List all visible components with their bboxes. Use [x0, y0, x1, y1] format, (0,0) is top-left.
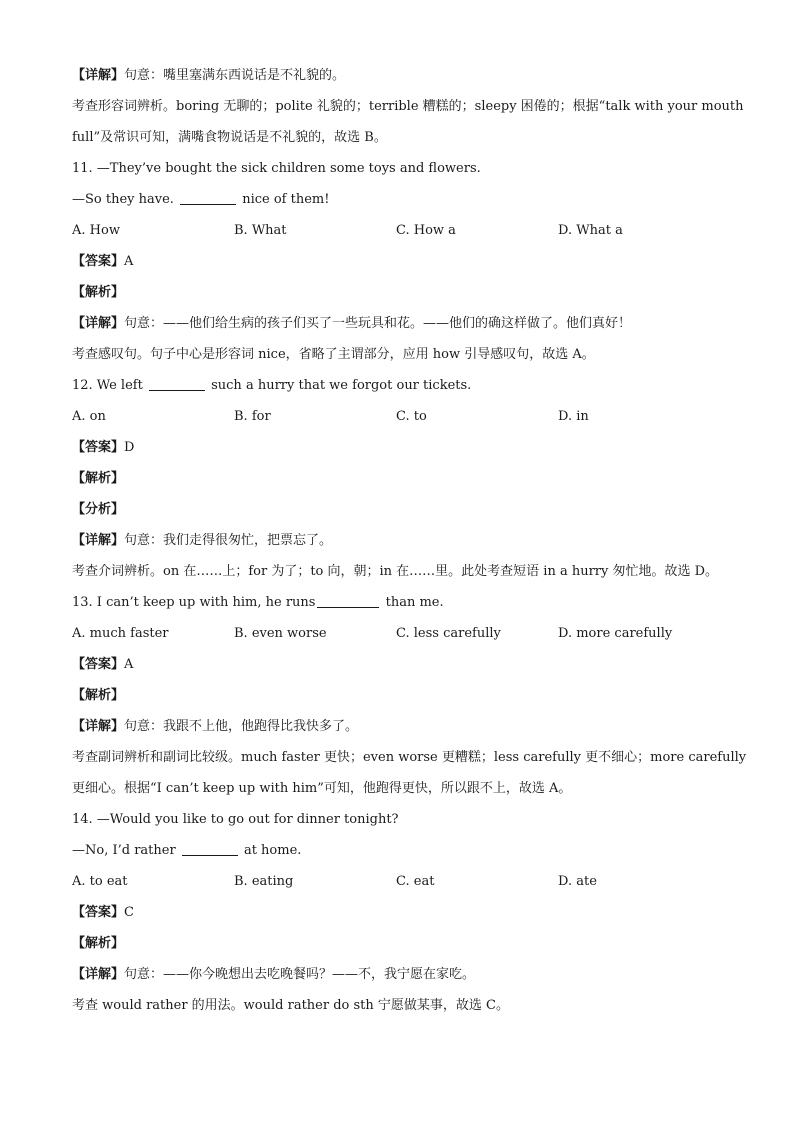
q12-analysis: 考查介词辨析。on 在……上；for 为了；to 向，朝；in 在……里。此处考查短语 in a hurry 匆忙地。故选 D。	[72, 564, 719, 579]
q13-analysis: 考查副词辨析和副词比较级。much faster 更快；even worse 更糟糕；less carefully 更不细心；more carefully 更细心。根据“I can’t keep up with him”可知，他跑得更快，所以跟不上，故选 A。	[72, 750, 747, 796]
document-page	[72, 60, 752, 1021]
option-b: B. for	[234, 409, 271, 424]
q12-stem	[72, 370, 752, 401]
detail-text: 句意：我跟不上他，他跑得比我快多了。	[124, 719, 359, 734]
answer-tag: 【答案】	[72, 254, 125, 269]
option-a: A. to eat	[72, 874, 128, 889]
q12-options	[72, 401, 752, 432]
detail-tag: 【详解】	[72, 967, 125, 982]
q11-options	[72, 215, 752, 246]
option-d: D. more carefully	[558, 626, 673, 641]
q14-jiexi	[72, 928, 752, 959]
q14-stem-1: 14. —Would you like to go out for dinner tonight?	[72, 812, 399, 827]
option-b: B. even worse	[234, 626, 327, 641]
q12-fenxi	[72, 494, 752, 525]
answer-value: A	[124, 254, 134, 269]
q12-answer	[72, 432, 752, 463]
q13-options	[72, 618, 752, 649]
option-d: D. ate	[558, 874, 597, 889]
option-b: B. eating	[234, 874, 294, 889]
q11-detail	[72, 308, 752, 339]
detail-tag: 【详解】	[72, 68, 125, 83]
stem-text: 12. We left	[72, 378, 143, 393]
q13-detail	[72, 711, 752, 742]
stem-text: 13. I can’t keep up with him, he runs	[72, 595, 316, 610]
answer-tag: 【答案】	[72, 657, 125, 672]
detail-text: 句意：——他们给生病的孩子们买了一些玩具和花。——他们的确这样做了。他们真好！	[124, 316, 632, 331]
jiexi-tag: 【解析】	[72, 936, 125, 951]
stem-text: —So they have.	[72, 192, 174, 207]
q10-detail	[72, 60, 752, 91]
detail-text: 句意：嘴里塞满东西说话是不礼貌的。	[124, 68, 346, 83]
answer-blank	[149, 376, 205, 391]
q14-answer	[72, 897, 752, 928]
q13-answer	[72, 649, 752, 680]
q13-stem	[72, 587, 752, 618]
option-c: C. eat	[396, 874, 435, 889]
answer-value: A	[124, 657, 134, 672]
q11-jiexi	[72, 277, 752, 308]
stem-text: than me.	[385, 595, 444, 610]
q12-jiexi	[72, 463, 752, 494]
q11-analysis: 考查感叹句。句子中心是形容词 nice，省略了主谓部分，应用 how 引导感叹句，故选 A。	[72, 347, 595, 362]
jiexi-tag: 【解析】	[72, 471, 125, 486]
detail-text: 句意：——你今晚想出去吃晚餐吗？——不，我宁愿在家吃。	[124, 967, 476, 982]
stem-text: —No, I’d rather	[72, 843, 176, 858]
detail-tag: 【详解】	[72, 316, 125, 331]
q11-answer	[72, 246, 752, 277]
answer-value: C	[124, 905, 134, 920]
option-c: C. How a	[396, 223, 456, 238]
jiexi-tag: 【解析】	[72, 285, 125, 300]
option-c: C. less carefully	[396, 626, 501, 641]
q11-stem-2	[72, 184, 752, 215]
q12-detail	[72, 525, 752, 556]
jiexi-tag: 【解析】	[72, 688, 125, 703]
option-a: A. on	[72, 409, 106, 424]
fenxi-tag: 【分析】	[72, 502, 125, 517]
stem-text: such a hurry that we forgot our tickets.	[211, 378, 472, 393]
answer-blank	[317, 593, 379, 608]
detail-tag: 【详解】	[72, 533, 125, 548]
q14-detail	[72, 959, 752, 990]
option-d: D. in	[558, 409, 589, 424]
q13-jiexi	[72, 680, 752, 711]
detail-tag: 【详解】	[72, 719, 125, 734]
answer-blank	[182, 841, 238, 856]
stem-text: nice of them!	[242, 192, 330, 207]
option-a: A. much faster	[72, 626, 169, 641]
q14-options	[72, 866, 752, 897]
option-c: C. to	[396, 409, 427, 424]
q10-analysis: 考查形容词辨析。boring 无聊的；polite 礼貌的；terrible 糟糕的；sleepy 困倦的；根据“talk with your mouth full”及常识可知，满嘴食物说话是不礼貌的，故选 B。	[72, 99, 744, 145]
answer-tag: 【答案】	[72, 905, 125, 920]
option-d: D. What a	[558, 223, 623, 238]
answer-blank	[180, 190, 236, 205]
detail-text: 句意：我们走得很匆忙，把票忘了。	[124, 533, 333, 548]
answer-value: D	[124, 440, 135, 455]
stem-text: at home.	[243, 843, 302, 858]
q14-stem-2	[72, 835, 752, 866]
q14-analysis: 考查 would rather 的用法。would rather do sth 宁愿做某事，故选 C。	[72, 998, 509, 1013]
q11-stem-1: 11. —They’ve bought the sick children some toys and flowers.	[72, 161, 481, 176]
answer-tag: 【答案】	[72, 440, 125, 455]
option-a: A. How	[72, 223, 120, 238]
option-b: B. What	[234, 223, 287, 238]
